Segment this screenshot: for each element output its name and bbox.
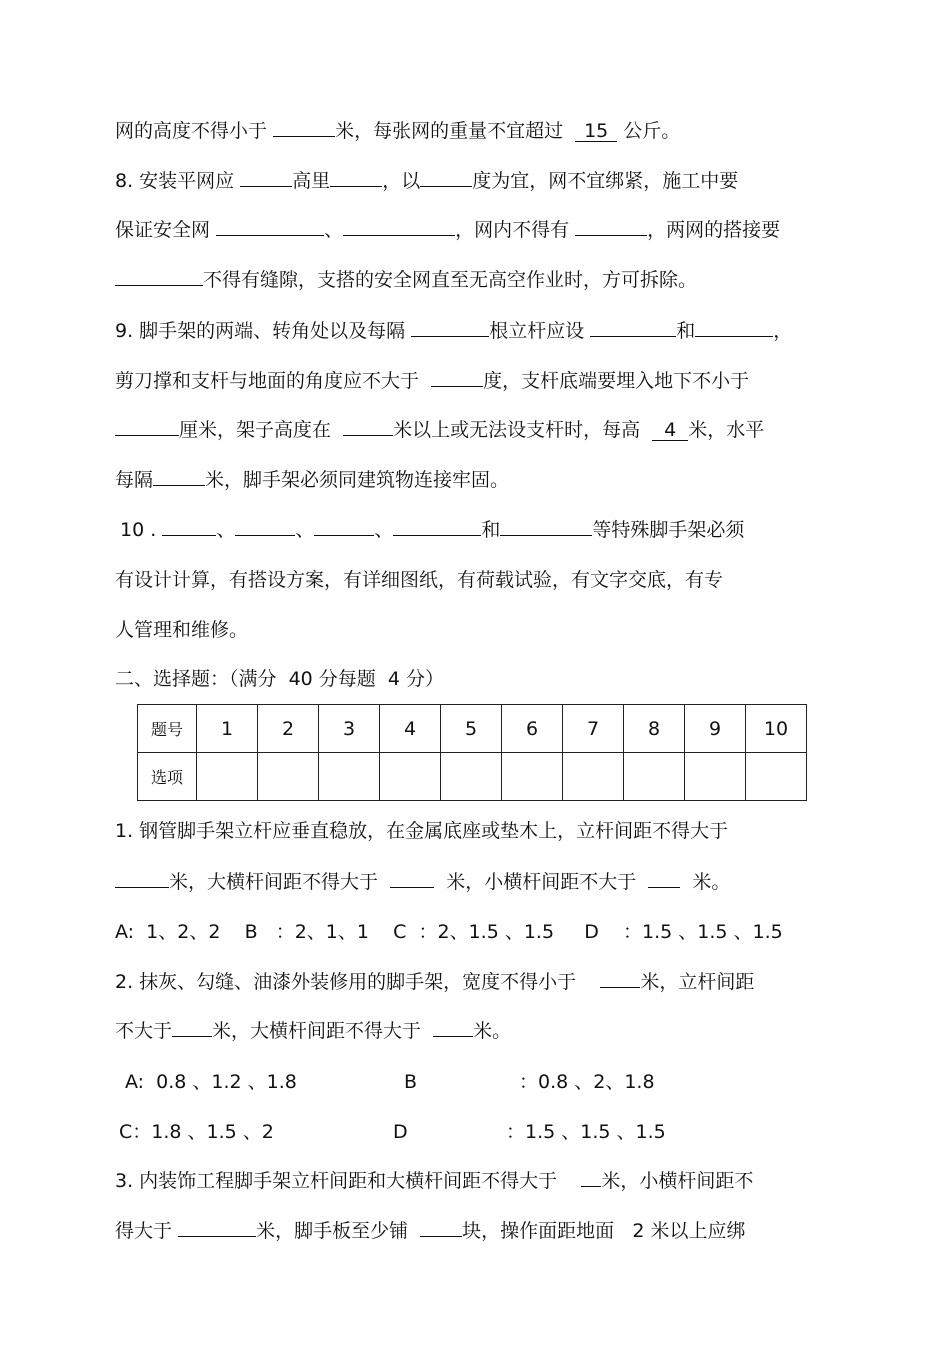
table-cell-number: 1	[197, 705, 258, 753]
question-9-line4: 每隔 米，脚手架必须同建筑物连接牢固。	[115, 469, 510, 491]
choice-question-2-option-b: ：0.8 、2、1.8	[519, 1071, 655, 1093]
answer-table	[137, 704, 807, 801]
choice-question-1: 1. 钢管脚手架立杆应垂直稳放，在金属底座或垫木上，立杆间距不得大于	[115, 820, 729, 842]
table-label-answer: 选项	[138, 753, 197, 801]
table-cell-number: 9	[685, 705, 746, 753]
choice-question-2-option-c: C：1.8 、1.5 、2	[119, 1121, 274, 1143]
table-cell-number: 10	[746, 705, 807, 753]
table-label-number: 题号	[138, 705, 197, 753]
answer-cell[interactable]	[685, 753, 746, 801]
choice-question-2-option-a: A: 0.8 、1.2 、1.8	[125, 1071, 297, 1093]
choice-question-3: 3. 内装饰工程脚手架立杆间距和大横杆间距不得大于 米，小横杆间距不	[115, 1170, 754, 1192]
question-9-line2: 剪刀撑和支杆与地面的角度应不大于 度，支杆底端要埋入地下不小于	[115, 370, 750, 392]
fill-line-7-end: 网的高度不得小于 米，每张网的重量不宜超过 15 公斤。	[115, 120, 681, 142]
answer-cell[interactable]	[319, 753, 380, 801]
question-10: 10 . 、 、 、 和 等特殊脚手架必须	[120, 519, 745, 541]
choice-question-1-line2: 米，大横杆间距不得大于 米，小横杆间距不大于 米。	[115, 870, 730, 894]
question-9: 9. 脚手架的两端、转角处以及每隔 根立杆应设 和 ，	[115, 320, 793, 342]
choice-question-3-line2: 得大于 米，脚手板至少铺 块，操作面距地面 2 米以上应绑	[115, 1220, 746, 1242]
table-cell-number: 7	[563, 705, 624, 753]
question-8-line3: 不得有缝隙，支搭的安全网直至无高空作业时，方可拆除。	[115, 268, 697, 292]
answer-cell[interactable]	[197, 753, 258, 801]
question-8-line2: 保证安全网 、 ，网内不得有 ，两网的搭接要	[115, 219, 781, 241]
choice-question-2-option-d: ：1.5 、1.5 、1.5	[506, 1121, 666, 1143]
answer-cell[interactable]	[258, 753, 319, 801]
question-8: 8. 安装平网应 高里 ，以 度为宜，网不宜绑紧，施工中要	[115, 170, 739, 192]
table-cell-number: 3	[319, 705, 380, 753]
question-10-line2: 有设计计算，有搭设方案，有详细图纸，有荷载试验，有文字交底，有专	[115, 569, 724, 591]
answer-cell[interactable]	[502, 753, 563, 801]
answer-cell[interactable]	[746, 753, 807, 801]
question-10-line3: 人管理和维修。	[115, 619, 249, 641]
section-heading: 二、选择题：（满分 40 分每题 4 分）	[115, 668, 445, 690]
answer-cell[interactable]	[624, 753, 685, 801]
question-9-line3: 厘米，架子高度在 米以上或无法设支杆时，每高 4 米，水平	[115, 418, 764, 442]
table-cell-number: 6	[502, 705, 563, 753]
table-row-answers	[138, 753, 807, 801]
choice-question-2-option-b-letter: B	[404, 1071, 418, 1093]
choice-question-2-line2: 不大于 米，大横杆间距不得大于 米。	[115, 1020, 512, 1042]
table-cell-number: 4	[380, 705, 441, 753]
table-cell-number: 2	[258, 705, 319, 753]
answer-cell[interactable]	[380, 753, 441, 801]
table-cell-number: 8	[624, 705, 685, 753]
choice-question-1-options: A: 1、2、2 B ：2、1、1 C ：2、1.5 、1.5 D ：1.5 、1.5 、1.5	[115, 921, 783, 943]
table-row-numbers	[138, 705, 807, 753]
choice-question-2: 2. 抹灰、勾缝、油漆外装修用的脚手架，宽度不得小于 米，立杆间距	[115, 971, 755, 993]
table-cell-number: 5	[441, 705, 502, 753]
answer-cell[interactable]	[441, 753, 502, 801]
choice-question-2-option-d-letter: D	[393, 1121, 408, 1143]
answer-cell[interactable]	[563, 753, 624, 801]
